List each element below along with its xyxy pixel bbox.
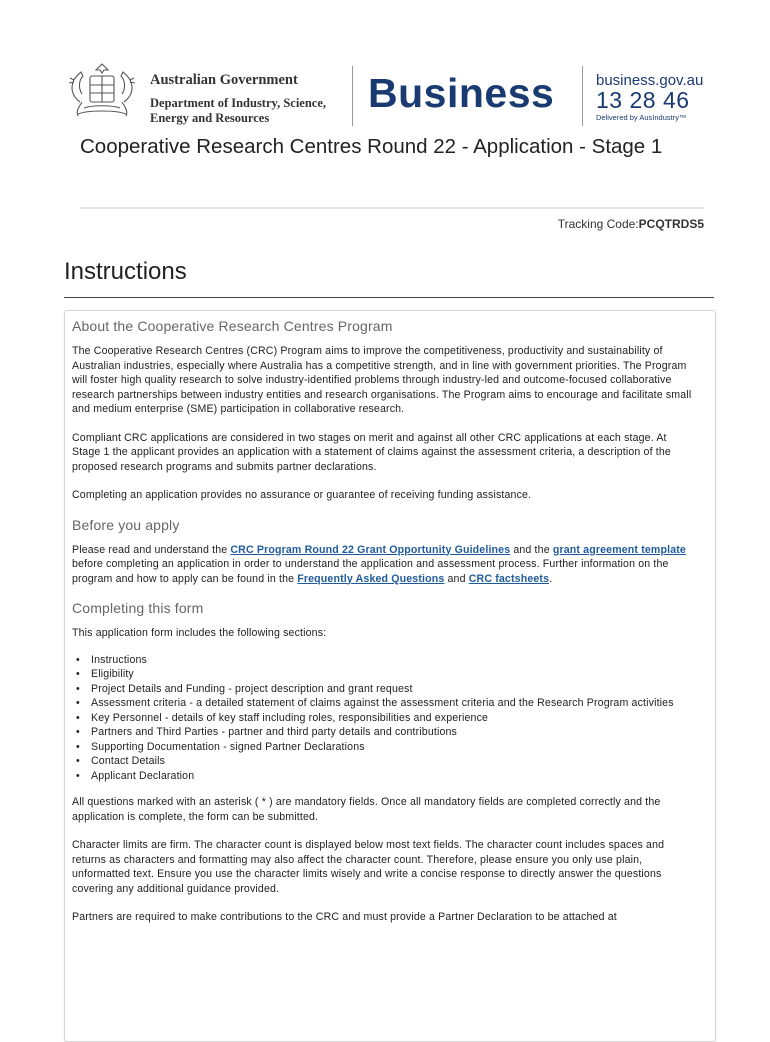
factsheets-link[interactable]: CRC factsheets: [468, 572, 550, 585]
list-item: • Eligibility: [72, 667, 692, 682]
before-paragraph: [72, 543, 692, 587]
faq-link[interactable]: Frequently Asked Questions: [297, 572, 445, 585]
list-item: • Assessment criteria - a detailed statement of claims against the assessment criteria and the Research Program activities: [72, 696, 692, 711]
sections-list: [72, 653, 692, 784]
mandatory-paragraph: All questions marked with an asterisk ( * ) are mandatory fields. Once all mandatory fields are completed correctly and the application is complete, the form can be submitted.: [72, 796, 661, 823]
department-name-line2: Energy and Resources: [150, 111, 270, 125]
list-item: • Partners and Third Parties - partner and third party details and contributions: [72, 725, 692, 740]
about-paragraph: Completing an application provides no assurance or guarantee of receiving funding assistance.: [72, 489, 532, 501]
about-paragraph: The Cooperative Research Centres (CRC) Program aims to improve the competitiveness, productivity and sustainability of Australian industries, especially where Australia has a competitive strength, and in line with government priorities. The Program will foster high quality research to solve industry-identified problems through industry-led and outcome-focused collaborative research partnerships between industry entities and research organisations. The Program aims to encourage and facilitate small and medium enterprise (SME) participation in collaborative research.: [72, 345, 692, 415]
page-header: [0, 0, 770, 130]
before-text: .: [549, 572, 553, 585]
tracking-code-label: Tracking Code:: [557, 217, 639, 231]
partners-paragraph: Partners are required to make contributions to the CRC and must provide a Partner Declaration to be attached at: [72, 911, 617, 923]
list-item: • Contact Details: [72, 754, 692, 769]
about-heading: About the Cooperative Research Centres Program: [72, 318, 393, 334]
list-item: • Applicant Declaration: [72, 769, 692, 784]
list-item: • Key Personnel - details of key staff including roles, responsibilities and experience: [72, 711, 692, 726]
guidelines-link[interactable]: CRC Program Round 22 Grant Opportunity Guidelines: [230, 543, 511, 556]
before-text: before completing an application in order to understand the application and assessment process. Further information on the program and how to apply can be found in the: [72, 558, 669, 585]
logo-divider: [582, 66, 583, 126]
list-item: • Supporting Documentation - signed Partner Declarations: [72, 740, 692, 755]
document-title: Cooperative Research Centres Round 22 - Application - Stage 1: [80, 135, 663, 158]
logo-divider: [352, 66, 353, 126]
coat-of-arms-icon: [64, 62, 140, 124]
before-text: and the: [510, 543, 553, 556]
title-divider: [80, 207, 704, 209]
business-phone: 13 28 46: [596, 87, 690, 113]
completing-heading: Completing this form: [72, 600, 204, 616]
business-logo: Business: [368, 70, 555, 116]
department-name-line1: Department of Industry, Science,: [150, 96, 327, 110]
tracking-code-value: PCQTRDS5: [638, 217, 704, 231]
tracking-code: [558, 217, 704, 231]
character-limits-paragraph: Character limits are firm. The character count is displayed below most text fields. The character count includes spaces and returns as characters and formatting may also affect the character count. Therefore, please ensure you only use plain, unformatted text. Ensure you use the character limits wisely and write a concise response to directly answer the questions covering any additional guidance provided.: [72, 839, 665, 895]
completing-intro: This application form includes the following sections:: [72, 627, 327, 639]
list-item: • Instructions: [72, 653, 692, 668]
business-url: business.gov.au: [596, 72, 704, 89]
section-divider: [64, 297, 714, 298]
gov-name: Australian Government: [150, 72, 298, 88]
grant-agreement-link[interactable]: grant agreement template: [552, 543, 686, 556]
list-item: • Project Details and Funding - project description and grant request: [72, 682, 692, 697]
section-title: Instructions: [64, 258, 187, 285]
delivered-by: Delivered by AusIndustry™: [596, 113, 687, 122]
before-text: and: [444, 572, 469, 585]
instructions-content: [72, 318, 692, 939]
about-paragraph: Compliant CRC applications are considered in two stages on merit and against all other CRC applications at each stage. At Stage 1 the applicant provides an application with a statement of claims against the assessment criteria, a description of the proposed research programs and submits partner declarations.: [72, 431, 671, 473]
before-text: Please read and understand the: [72, 543, 231, 556]
before-heading: Before you apply: [72, 516, 180, 533]
